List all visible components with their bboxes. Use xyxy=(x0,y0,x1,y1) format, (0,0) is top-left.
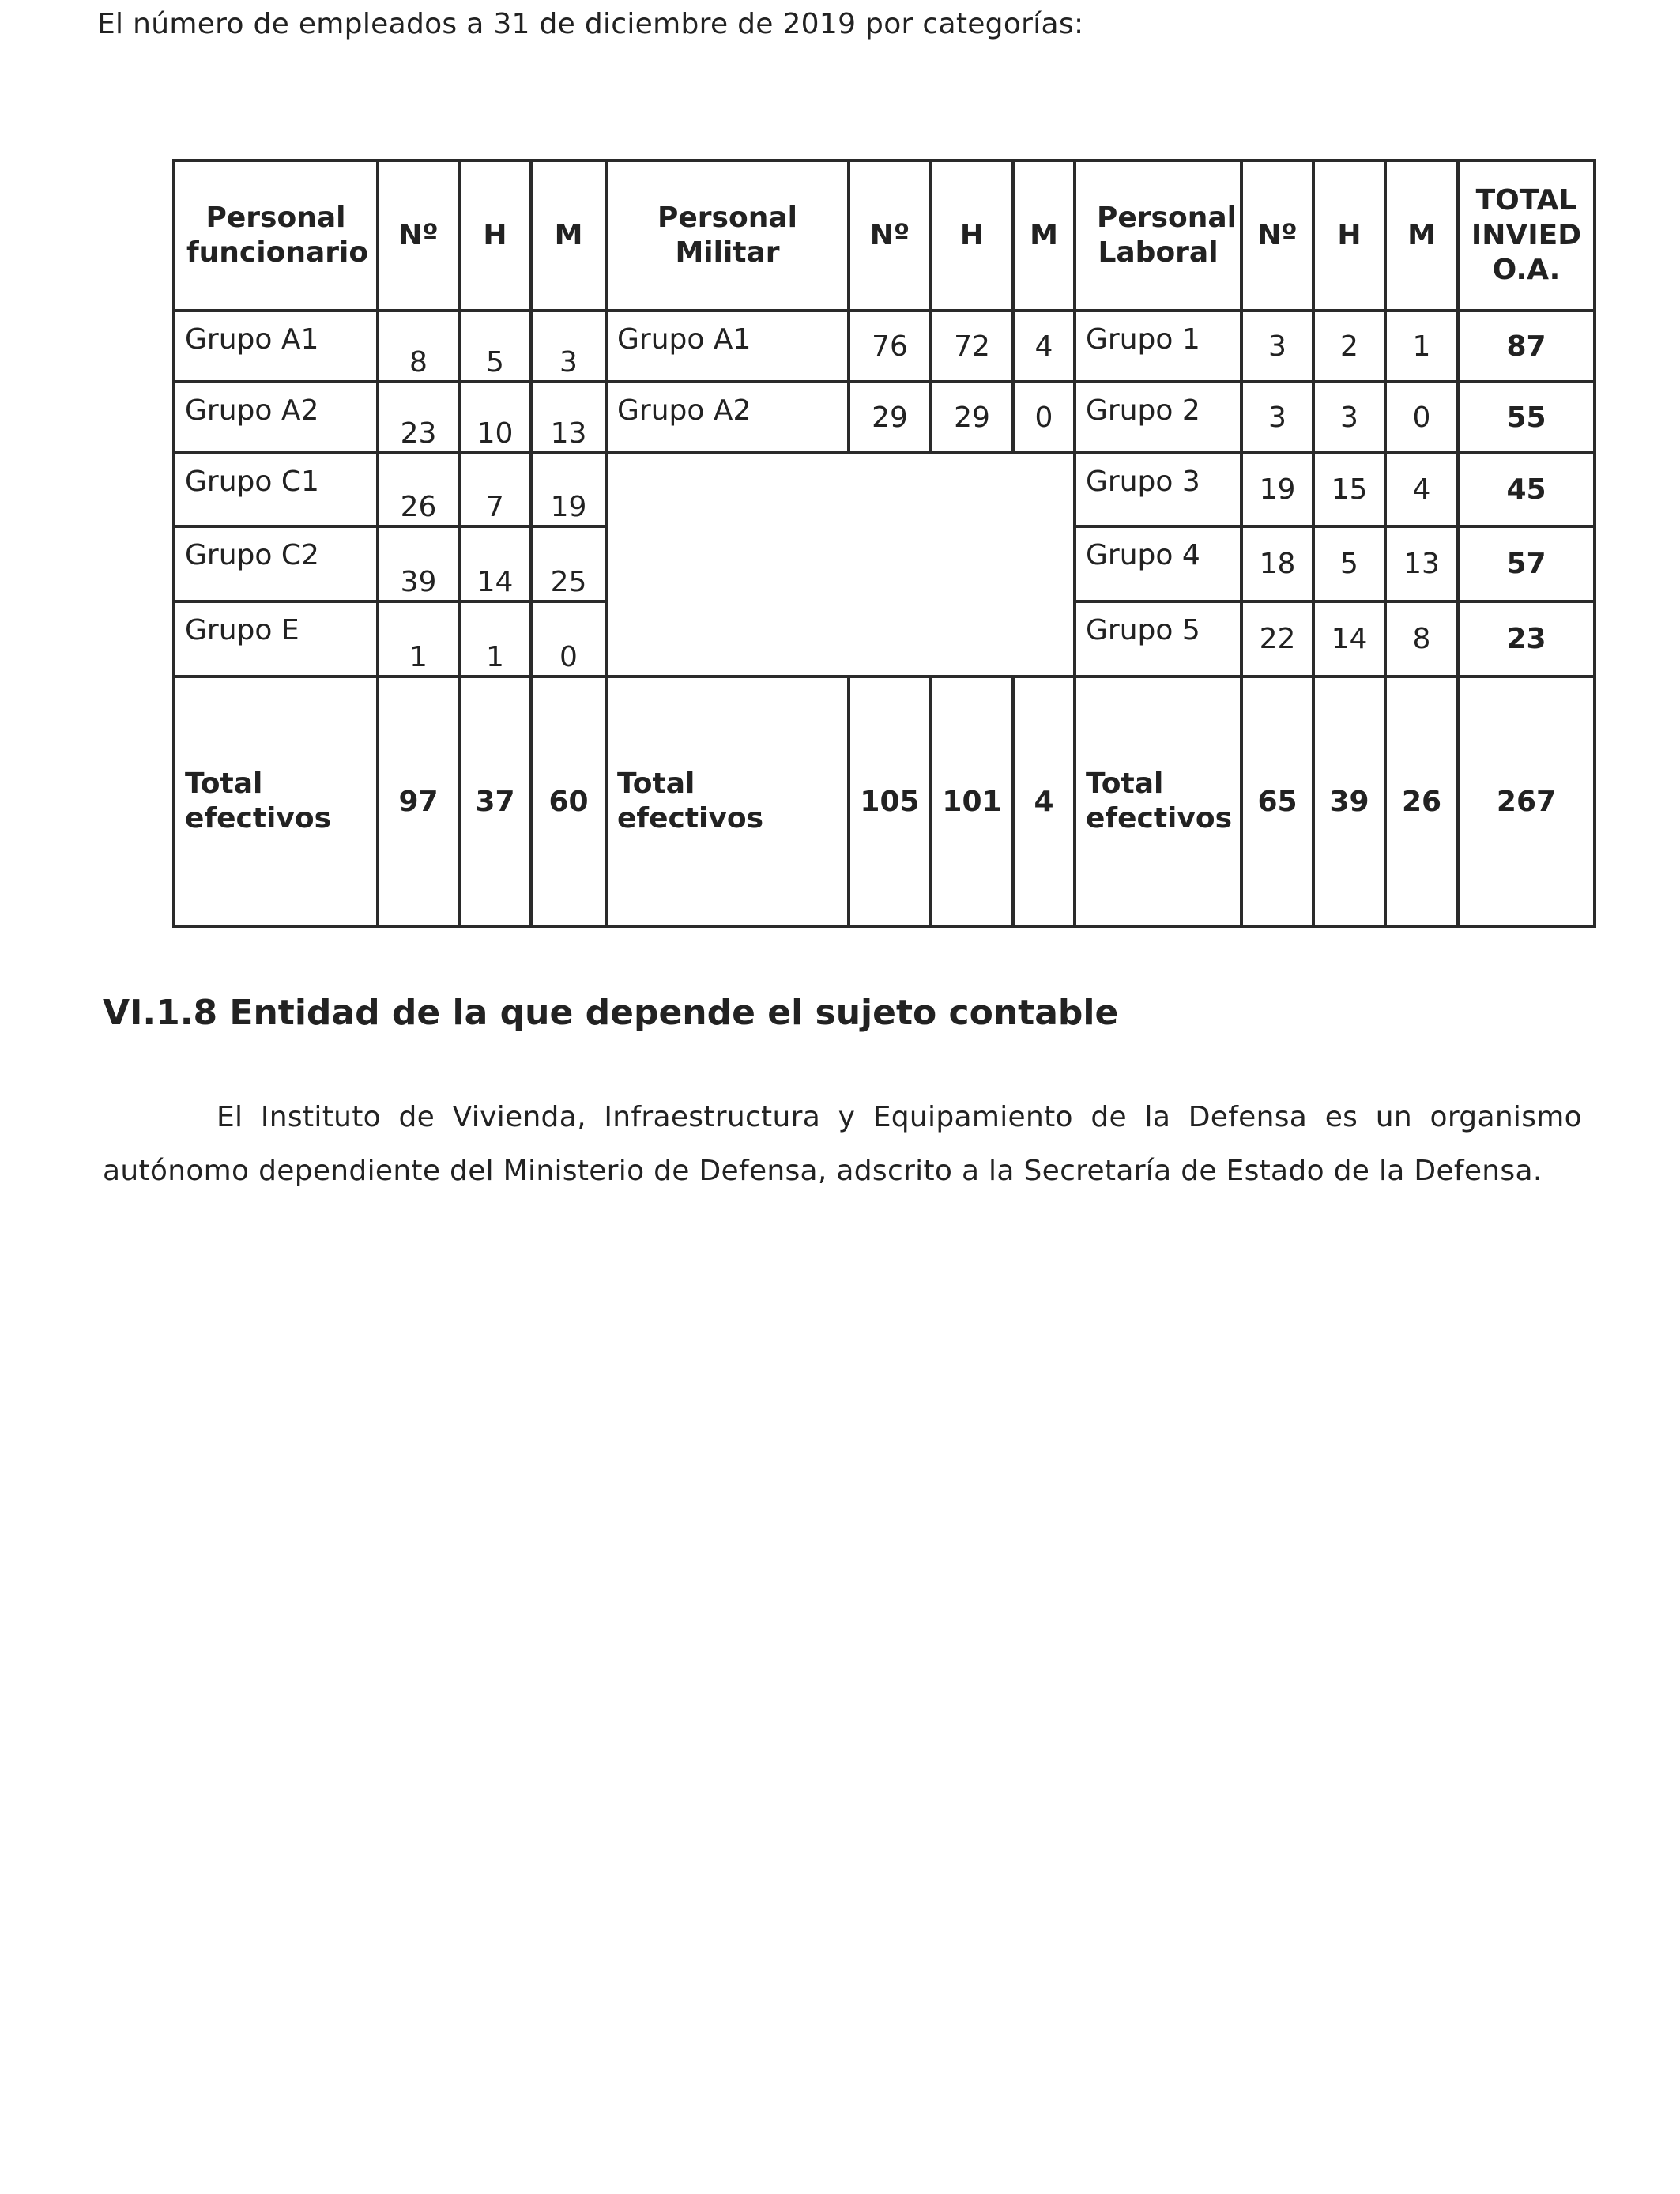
header-total-line2: INVIED xyxy=(1471,219,1582,251)
laboral-h: 2 xyxy=(1313,311,1385,382)
row-total: 45 xyxy=(1458,453,1595,526)
funcionario-n: 23 xyxy=(378,382,459,453)
header-h: H xyxy=(459,160,531,311)
laboral-total-m: 26 xyxy=(1385,677,1458,926)
laboral-m: 8 xyxy=(1385,601,1458,677)
laboral-h: 3 xyxy=(1313,382,1385,453)
funcionario-h: 1 xyxy=(459,601,531,677)
table-row xyxy=(174,311,1595,382)
funcionario-group: Grupo E xyxy=(174,601,378,677)
header-total-line1: TOTAL xyxy=(1475,184,1577,217)
row-total: 87 xyxy=(1458,311,1595,382)
militar-total-m: 4 xyxy=(1013,677,1075,926)
header-militar: Personal Militar xyxy=(606,160,849,311)
funcionario-h: 5 xyxy=(459,311,531,382)
intro-text: El número de empleados a 31 de diciembre de 2019 por categorías: xyxy=(97,8,1084,40)
militar-m: 0 xyxy=(1013,382,1075,453)
laboral-group: Grupo 1 xyxy=(1075,311,1241,382)
laboral-m: 0 xyxy=(1385,382,1458,453)
header-funcionario: Personal funcionario xyxy=(174,160,378,311)
militar-h: 72 xyxy=(931,311,1013,382)
funcionario-group: Grupo A1 xyxy=(174,311,378,382)
funcionario-n: 39 xyxy=(378,526,459,601)
laboral-total-n: 65 xyxy=(1241,677,1313,926)
laboral-total-label: Total efectivos xyxy=(1075,677,1241,926)
empty-militar-block xyxy=(606,453,1075,677)
militar-total-label: Total efectivos xyxy=(606,677,849,926)
funcionario-m: 0 xyxy=(531,601,606,677)
laboral-h: 5 xyxy=(1313,526,1385,601)
militar-group: Grupo A1 xyxy=(606,311,849,382)
laboral-n: 18 xyxy=(1241,526,1313,601)
header-total-line3: O.A. xyxy=(1492,254,1561,286)
section-body: El Instituto de Vivienda, Infraestructura y Equipamiento de la Defensa es un organismo autónomo dependiente del Ministerio de Defensa, adscrito a la Secretaría de Estado de la Defensa. xyxy=(103,1101,1582,1187)
funcionario-n: 26 xyxy=(378,453,459,526)
row-total: 23 xyxy=(1458,601,1595,677)
header-m: M xyxy=(531,160,606,311)
staff-table xyxy=(172,159,1596,928)
header-num: Nº xyxy=(1241,160,1313,311)
header-num: Nº xyxy=(378,160,459,311)
funcionario-h: 7 xyxy=(459,453,531,526)
militar-h: 29 xyxy=(931,382,1013,453)
funcionario-group: Grupo C2 xyxy=(174,526,378,601)
section-heading: VI.1.8 Entidad de la que depende el sujeto contable xyxy=(103,993,1119,1033)
header-num: Nº xyxy=(849,160,931,311)
funcionario-m: 13 xyxy=(531,382,606,453)
row-total: 55 xyxy=(1458,382,1595,453)
militar-total-n: 105 xyxy=(849,677,931,926)
laboral-group: Grupo 2 xyxy=(1075,382,1241,453)
laboral-n: 3 xyxy=(1241,382,1313,453)
funcionario-n: 8 xyxy=(378,311,459,382)
laboral-h: 14 xyxy=(1313,601,1385,677)
header-h: H xyxy=(1313,160,1385,311)
funcionario-m: 25 xyxy=(531,526,606,601)
funcionario-total-n: 97 xyxy=(378,677,459,926)
row-total: 57 xyxy=(1458,526,1595,601)
funcionario-total-m: 60 xyxy=(531,677,606,926)
table-row xyxy=(174,382,1595,453)
funcionario-h: 10 xyxy=(459,382,531,453)
laboral-group: Grupo 5 xyxy=(1075,601,1241,677)
laboral-m: 4 xyxy=(1385,453,1458,526)
laboral-n: 22 xyxy=(1241,601,1313,677)
header-m: M xyxy=(1385,160,1458,311)
header-laboral: Personal Laboral xyxy=(1075,160,1241,311)
laboral-m: 13 xyxy=(1385,526,1458,601)
header-h: H xyxy=(931,160,1013,311)
funcionario-total-h: 37 xyxy=(459,677,531,926)
funcionario-group: Grupo C1 xyxy=(174,453,378,526)
militar-n: 76 xyxy=(849,311,931,382)
header-row xyxy=(174,160,1595,311)
funcionario-m: 19 xyxy=(531,453,606,526)
funcionario-total-label: Total efectivos xyxy=(174,677,378,926)
laboral-h: 15 xyxy=(1313,453,1385,526)
totals-row xyxy=(174,677,1595,926)
laboral-total-h: 39 xyxy=(1313,677,1385,926)
militar-total-h: 101 xyxy=(931,677,1013,926)
laboral-n: 19 xyxy=(1241,453,1313,526)
header-total xyxy=(1458,160,1595,311)
laboral-m: 1 xyxy=(1385,311,1458,382)
funcionario-n: 1 xyxy=(378,601,459,677)
laboral-group: Grupo 4 xyxy=(1075,526,1241,601)
militar-group: Grupo A2 xyxy=(606,382,849,453)
header-m: M xyxy=(1013,160,1075,311)
funcionario-h: 14 xyxy=(459,526,531,601)
funcionario-m: 3 xyxy=(531,311,606,382)
militar-n: 29 xyxy=(849,382,931,453)
funcionario-group: Grupo A2 xyxy=(174,382,378,453)
grand-total: 267 xyxy=(1458,677,1595,926)
laboral-n: 3 xyxy=(1241,311,1313,382)
table-row xyxy=(174,453,1595,526)
militar-m: 4 xyxy=(1013,311,1075,382)
laboral-group: Grupo 3 xyxy=(1075,453,1241,526)
